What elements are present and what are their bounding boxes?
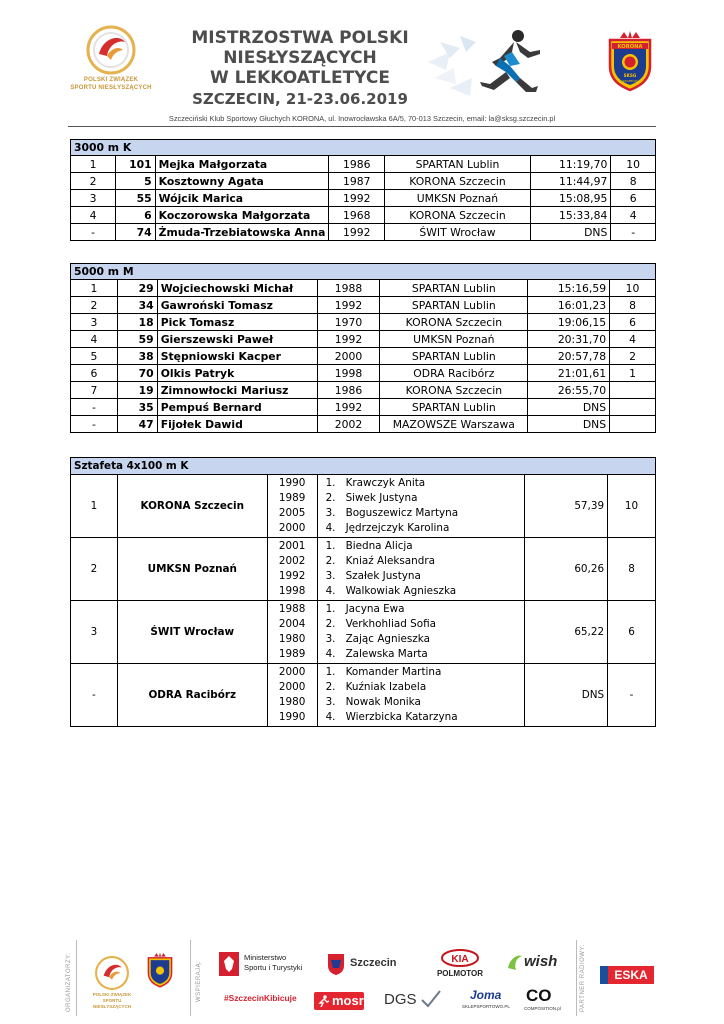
relay-title: Sztafeta 4x100 m K xyxy=(71,458,656,475)
time-cell: 11:19,70 xyxy=(530,156,611,173)
club-cell: SPARTAN Lublin xyxy=(380,280,528,297)
pzsn-logo xyxy=(66,24,156,108)
place-cell: 4 xyxy=(71,207,116,224)
member-number: 1. xyxy=(325,477,336,489)
pzsn-footer-logo-icon xyxy=(94,955,130,991)
athlete-name-cell: Pempuś Bernard xyxy=(157,399,317,416)
title-line-3: W LEKKOATLETYCE xyxy=(210,68,390,88)
member-number: 1. xyxy=(325,666,336,678)
athlete-name-cell: Kosztowny Agata xyxy=(155,173,329,190)
hashtag-text: #SzczecinKibicuje xyxy=(224,993,297,1003)
birth-year: 2000 xyxy=(278,522,306,534)
kia-logo-text: KIA xyxy=(451,954,469,965)
footer-divider-mid xyxy=(190,940,191,1016)
points-cell: 8 xyxy=(611,173,656,190)
mosr-figure-icon xyxy=(317,995,330,1007)
birth-year-cell: 1998 xyxy=(317,365,380,382)
title-line-2: NIESŁYSZĄCYCH xyxy=(223,48,377,68)
ministry-eagle-icon xyxy=(218,951,240,977)
time-cell: 15:16,59 xyxy=(528,280,610,297)
birth-year: 1998 xyxy=(278,585,306,597)
korona-footer-logo-icon xyxy=(146,952,174,988)
birth-years-cell xyxy=(267,538,317,601)
pzsn-footer-caption-1: POLSKI ZWIĄZEK xyxy=(92,992,132,997)
place-cell: 2 xyxy=(71,297,118,314)
member-name: Jędrzejczyk Karolina xyxy=(345,522,450,534)
member-number: 3. xyxy=(325,633,336,645)
ministry-line-2: Sportu i Turystyki xyxy=(244,963,303,972)
time-cell: 65,22 xyxy=(525,601,608,664)
place-cell: 1 xyxy=(71,156,116,173)
club-cell: SPARTAN Lublin xyxy=(385,156,531,173)
member-number: 4. xyxy=(325,522,336,534)
athlete-name-cell: Fijołek Dawid xyxy=(157,416,317,433)
bib-cell: 101 xyxy=(116,156,155,173)
kia-logo-icon xyxy=(440,949,480,967)
birth-years-cell xyxy=(267,601,317,664)
pzsn-footer-caption-2: SPORTU NIESŁYSZĄCYCH xyxy=(92,998,131,1009)
bib-cell: 34 xyxy=(117,297,157,314)
club-cell: SPARTAN Lublin xyxy=(380,297,528,314)
time-cell: 20:31,70 xyxy=(528,331,610,348)
team-name-cell: ŚWIT Wrocław xyxy=(117,601,267,664)
pzsn-caption-1: POLSKI ZWIĄZEK xyxy=(83,77,139,83)
members-cell xyxy=(317,475,525,538)
club-address: Szczeciński Klub Sportowy Głuchych KORONA, ul. Inowrocławska 6A/5, 70-013 Szczecin, email: la@sksg.szczecin.pl xyxy=(168,114,556,123)
bib-cell: 18 xyxy=(117,314,157,331)
birth-year: 2004 xyxy=(278,618,306,630)
points-cell: 6 xyxy=(608,601,656,664)
points-cell: 6 xyxy=(610,314,656,331)
athlete-name-cell: Olkis Patryk xyxy=(157,365,317,382)
composition-logo-text: CO xyxy=(526,986,552,1005)
time-cell: DNS xyxy=(528,399,610,416)
birth-year-cell: 2000 xyxy=(317,348,380,365)
member-number: 1. xyxy=(325,540,336,552)
birth-year: 1988 xyxy=(278,603,306,615)
team-name-cell: KORONA Szczecin xyxy=(117,475,267,538)
place-cell: 4 xyxy=(71,331,118,348)
wish-swirl-icon xyxy=(506,952,524,972)
organizers-label: ORGANIZATORZY: xyxy=(66,952,72,1012)
bib-cell: 6 xyxy=(116,207,155,224)
member-number: 2. xyxy=(325,681,336,693)
birth-year-cell: 1992 xyxy=(317,399,380,416)
member-name: Komander Martina xyxy=(345,666,442,678)
table-row xyxy=(71,314,656,331)
points-cell: 1 xyxy=(610,365,656,382)
member-name: Szałek Justyna xyxy=(345,570,421,582)
header-divider xyxy=(68,126,656,127)
table-row xyxy=(71,348,656,365)
birth-year-cell: 1992 xyxy=(329,190,385,207)
relay-team-row xyxy=(71,601,656,664)
bib-cell: 29 xyxy=(117,280,157,297)
points-cell: 10 xyxy=(608,475,656,538)
club-cell: KORONA Szczecin xyxy=(380,314,528,331)
title-line-1: MISTRZOSTWA POLSKI xyxy=(191,28,409,48)
place-cell: 6 xyxy=(71,365,118,382)
club-cell: ODRA Racibórz xyxy=(380,365,528,382)
birth-year-cell: 1992 xyxy=(317,331,380,348)
place-cell: - xyxy=(71,224,116,241)
time-cell: DNS xyxy=(530,224,611,241)
member-number: 4. xyxy=(325,711,336,723)
points-cell xyxy=(610,382,656,399)
korona-club-logo xyxy=(606,30,654,92)
relay-table-4x100m-k xyxy=(70,457,656,727)
mosr-logo-text: mosr xyxy=(332,993,364,1008)
event-header xyxy=(71,140,656,156)
member-name: Zalewska Marta xyxy=(345,648,428,660)
relay-team-row xyxy=(71,475,656,538)
points-cell xyxy=(610,416,656,433)
members-cell xyxy=(317,538,525,601)
member-number: 1. xyxy=(325,603,336,615)
member-number: 3. xyxy=(325,570,336,582)
composition-sub-text: COMPOSITION.pl xyxy=(524,1006,561,1011)
polmotor-text: POLMOTOR xyxy=(436,969,484,978)
birth-year-cell: 2002 xyxy=(317,416,380,433)
member-number: 2. xyxy=(325,492,336,504)
dgs-check-icon xyxy=(420,988,442,1010)
relay-team-row xyxy=(71,538,656,601)
points-cell: 8 xyxy=(608,538,656,601)
time-cell: 21:01,61 xyxy=(528,365,610,382)
time-cell: DNS xyxy=(525,664,608,727)
birth-year: 1989 xyxy=(278,648,306,660)
member-name: Boguszewicz Martyna xyxy=(345,507,459,519)
points-cell: - xyxy=(611,224,656,241)
time-cell: 60,26 xyxy=(525,538,608,601)
table-row xyxy=(71,207,656,224)
member-name: Kuźniak Izabela xyxy=(345,681,427,693)
event-title xyxy=(170,28,430,109)
mosr-logo xyxy=(314,992,364,1010)
bib-cell: 5 xyxy=(116,173,155,190)
korona-logo-city: SZCZECIN xyxy=(622,79,638,83)
members-cell xyxy=(317,601,525,664)
page-header xyxy=(0,0,724,123)
pzsn-footer-caption xyxy=(88,992,136,1010)
club-cell: UMKSN Poznań xyxy=(380,331,528,348)
points-cell: 6 xyxy=(611,190,656,207)
team-name-cell: ODRA Racibórz xyxy=(117,664,267,727)
time-cell: 19:06,15 xyxy=(528,314,610,331)
table-row xyxy=(71,156,656,173)
birth-year: 1990 xyxy=(278,477,306,489)
athlete-name-cell: Gierszewski Paweł xyxy=(157,331,317,348)
club-cell: KORONA Szczecin xyxy=(385,173,531,190)
table-row xyxy=(71,416,656,433)
table-row xyxy=(71,190,656,207)
athlete-name-cell: Mejka Małgorzata xyxy=(155,156,329,173)
birth-year-cell: 1988 xyxy=(317,280,380,297)
birth-year: 2001 xyxy=(278,540,306,552)
club-cell: SPARTAN Lublin xyxy=(380,348,528,365)
member-name: Nowak Monika xyxy=(345,696,421,708)
wish-logo-text: wish xyxy=(524,953,558,970)
birth-year-cell: 1986 xyxy=(317,382,380,399)
korona-logo-text: KORONA xyxy=(617,44,643,50)
place-cell: - xyxy=(71,399,118,416)
event-title-5000m-m: 5000 m M xyxy=(71,264,656,280)
club-cell: KORONA Szczecin xyxy=(385,207,531,224)
place-cell: 2 xyxy=(71,538,118,601)
table-row xyxy=(71,382,656,399)
member-name: Biedna Alicja xyxy=(345,540,413,552)
member-name: Kniaź Aleksandra xyxy=(345,555,435,567)
place-cell: 3 xyxy=(71,601,118,664)
place-cell: 7 xyxy=(71,382,118,399)
members-cell xyxy=(317,664,525,727)
joma-sub-text: SKLEPSPORTOWO.PL xyxy=(462,1004,510,1009)
time-cell: 16:01,23 xyxy=(528,297,610,314)
event-table-3000m-k xyxy=(70,139,656,241)
bib-cell: 55 xyxy=(116,190,155,207)
member-name: Zając Agnieszka xyxy=(345,633,430,645)
time-cell: 20:57,78 xyxy=(528,348,610,365)
athlete-name-cell: Wójcik Marica xyxy=(155,190,329,207)
table-row xyxy=(71,297,656,314)
member-name: Krawczyk Anita xyxy=(345,477,426,489)
athlete-name-cell: Pick Tomasz xyxy=(157,314,317,331)
member-number: 3. xyxy=(325,696,336,708)
points-cell: 10 xyxy=(611,156,656,173)
place-cell: 2 xyxy=(71,173,116,190)
bib-cell: 47 xyxy=(117,416,157,433)
table-row xyxy=(71,224,656,241)
birth-year: 2000 xyxy=(278,666,306,678)
pzsn-caption-2: SPORTU NIESŁYSZĄCYCH xyxy=(70,85,152,91)
time-cell: 26:55,70 xyxy=(528,382,610,399)
birth-year-cell: 1986 xyxy=(329,156,385,173)
birth-year: 2005 xyxy=(278,507,306,519)
footer-divider-left xyxy=(76,940,77,1016)
place-cell: 5 xyxy=(71,348,118,365)
athlete-name-cell: Wojciechowski Michał xyxy=(157,280,317,297)
place-cell: - xyxy=(71,416,118,433)
member-number: 3. xyxy=(325,507,336,519)
title-line-4: SZCZECIN, 21-23.06.2019 xyxy=(192,90,408,108)
table-row xyxy=(71,331,656,348)
time-cell: DNS xyxy=(528,416,610,433)
time-cell: 11:44,97 xyxy=(530,173,611,190)
bib-cell: 70 xyxy=(117,365,157,382)
time-cell: 57,39 xyxy=(525,475,608,538)
place-cell: - xyxy=(71,664,118,727)
birth-years-cell xyxy=(267,475,317,538)
club-cell: MAZOWSZE Warszawa xyxy=(380,416,528,433)
table-row xyxy=(71,399,656,416)
points-cell: 2 xyxy=(610,348,656,365)
bib-cell: 38 xyxy=(117,348,157,365)
pzsn-emblem-icon xyxy=(85,24,137,76)
athlete-name-cell: Stępniowski Kacper xyxy=(157,348,317,365)
athlete-name-cell: Żmuda-Trzebiatowska Anna xyxy=(155,224,329,241)
joma-logo-text: Joma xyxy=(470,988,502,1002)
member-name: Siwek Justyna xyxy=(345,492,418,504)
athlete-name-cell: Koczorowska Małgorzata xyxy=(155,207,329,224)
place-cell: 1 xyxy=(71,475,118,538)
member-number: 4. xyxy=(325,648,336,660)
member-number: 2. xyxy=(325,555,336,567)
event-table-5000m-m xyxy=(70,263,656,433)
birth-year: 1992 xyxy=(278,570,306,582)
birth-year: 2002 xyxy=(278,555,306,567)
place-cell: 3 xyxy=(71,314,118,331)
member-name: Jacyna Ewa xyxy=(345,603,405,615)
birth-years-cell xyxy=(267,664,317,727)
points-cell xyxy=(610,399,656,416)
birth-year: 1980 xyxy=(278,633,306,645)
szczecin-logo-text: Szczecin xyxy=(350,957,397,969)
bib-cell: 74 xyxy=(116,224,155,241)
member-number: 4. xyxy=(325,585,336,597)
athlete-name-cell: Gawroński Tomasz xyxy=(157,297,317,314)
club-cell: SPARTAN Lublin xyxy=(380,399,528,416)
bib-cell: 35 xyxy=(117,399,157,416)
birth-year-cell: 1987 xyxy=(329,173,385,190)
dgs-logo-text: DGS xyxy=(384,991,417,1008)
event-title-3000m-k: 3000 m K xyxy=(71,140,656,156)
time-cell: 15:33,84 xyxy=(530,207,611,224)
support-label: WSPIERAJĄ: xyxy=(196,960,202,1002)
birth-year: 1980 xyxy=(278,696,306,708)
member-name: Walkowiak Agnieszka xyxy=(345,585,457,597)
bib-cell: 19 xyxy=(117,382,157,399)
radio-partner-label: PARTNER RADIOWY: xyxy=(580,944,586,1012)
birth-year-cell: 1992 xyxy=(317,297,380,314)
birth-year: 2000 xyxy=(278,681,306,693)
place-cell: 1 xyxy=(71,280,118,297)
event-header xyxy=(71,264,656,280)
team-name-cell: UMKSN Poznań xyxy=(117,538,267,601)
club-cell: UMKSN Poznań xyxy=(385,190,531,207)
footer-divider-right xyxy=(576,940,577,1016)
athlete-name-cell: Zimnowłocki Mariusz xyxy=(157,382,317,399)
birth-year: 1990 xyxy=(278,711,306,723)
member-number: 2. xyxy=(325,618,336,630)
birth-year: 1989 xyxy=(278,492,306,504)
points-cell: 4 xyxy=(611,207,656,224)
eska-logo-text: ESKA xyxy=(600,966,654,984)
place-cell: 3 xyxy=(71,190,116,207)
points-cell: 4 xyxy=(610,331,656,348)
time-cell: 15:08,95 xyxy=(530,190,611,207)
birth-year-cell: 1968 xyxy=(329,207,385,224)
szczecin-crest-icon xyxy=(326,952,346,976)
ministry-logo xyxy=(244,953,302,973)
birth-year-cell: 1992 xyxy=(329,224,385,241)
club-cell: ŚWIT Wrocław xyxy=(385,224,531,241)
table-row xyxy=(71,280,656,297)
table-row xyxy=(71,365,656,382)
points-cell: - xyxy=(608,664,656,727)
birth-year-cell: 1970 xyxy=(317,314,380,331)
member-name: Verkhohliad Sofia xyxy=(345,618,436,630)
table-row xyxy=(71,173,656,190)
bib-cell: 59 xyxy=(117,331,157,348)
points-cell: 10 xyxy=(610,280,656,297)
relay-header xyxy=(71,458,656,475)
club-cell: KORONA Szczecin xyxy=(380,382,528,399)
ministry-line-1: Ministerstwo xyxy=(244,953,287,962)
runner-graphic-icon xyxy=(420,22,560,102)
korona-logo-sub: SKSG xyxy=(623,73,637,78)
points-cell: 8 xyxy=(610,297,656,314)
relay-team-row xyxy=(71,664,656,727)
member-name: Wierzbicka Katarzyna xyxy=(345,711,458,723)
